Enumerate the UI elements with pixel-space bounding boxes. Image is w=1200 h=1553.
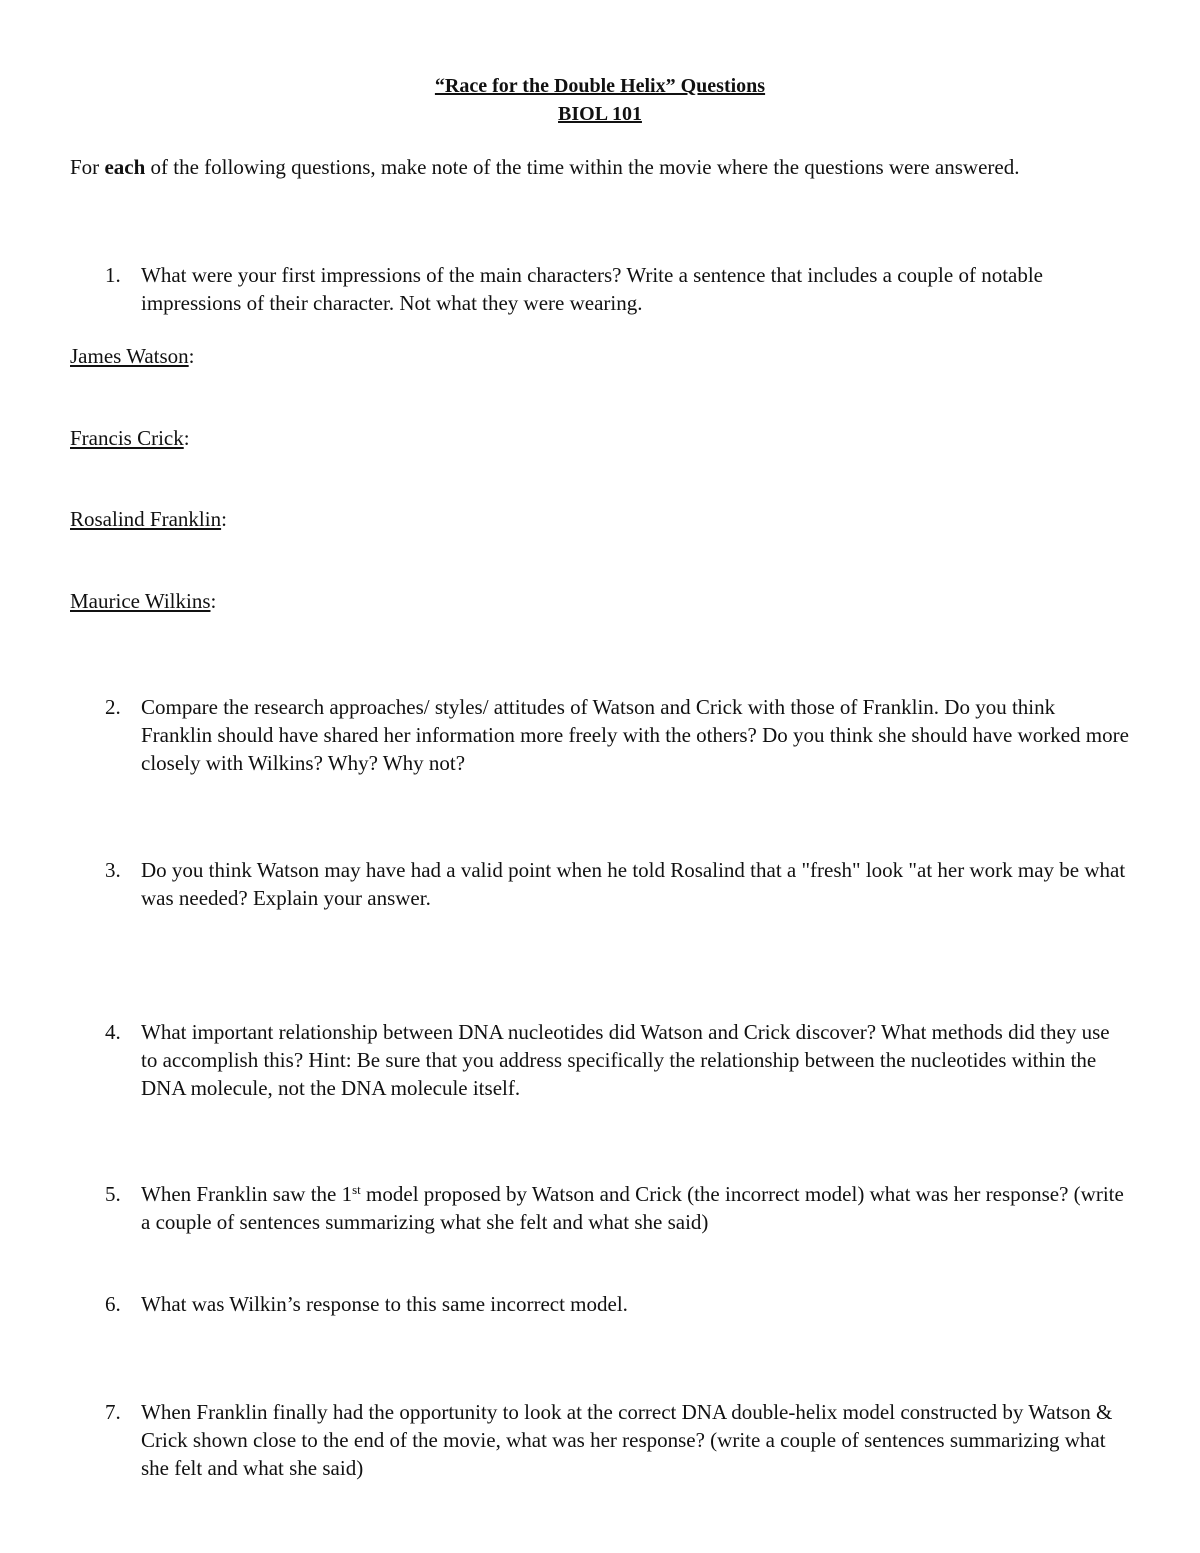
instructions: For each of the following questions, make note of the time within the movie where the questions were answered.: [70, 155, 1020, 179]
character-james-watson: James Watson:: [70, 344, 195, 368]
question-3: [70, 856, 1130, 912]
question-number: 2.: [105, 695, 121, 719]
question-number: 1.: [105, 263, 121, 287]
question-text: Do you think Watson may have had a valid point when he told Rosalind that a "fresh" look "at her work may be what was needed? Explain your answer.: [141, 858, 1126, 910]
course-code: BIOL 101: [558, 103, 642, 125]
question-7: [70, 1398, 1130, 1482]
question-text: What important relationship between DNA nucleotides did Watson and Crick discover? What methods did they use to accomplish this? Hint: Be sure that you address specifically the relationship between the nucleotides within the DNA molecule, not the DNA molecule itself.: [141, 1020, 1110, 1100]
emphasis-each: each: [104, 155, 146, 179]
document-header: [0, 72, 1200, 128]
character-rosalind-franklin: Rosalind Franklin:: [70, 507, 227, 531]
question-text: Compare the research approaches/ styles/ attitudes of Watson and Crick with those of Franklin. Do you think Franklin should have shared her information more freely with the others? Do you think she should have worked more closely with Wilkins? Why? Why not?: [141, 695, 1129, 775]
question-5: [70, 1180, 1130, 1236]
question-6: [70, 1290, 1130, 1318]
question-number: 4.: [105, 1020, 121, 1044]
question-text: What was Wilkin’s response to this same incorrect model.: [141, 1292, 628, 1316]
question-number: 3.: [105, 858, 121, 882]
question-4: [70, 1018, 1130, 1102]
question-number: 7.: [105, 1400, 121, 1424]
question-number: 5.: [105, 1182, 121, 1206]
document-title: “Race for the Double Helix” Questions: [434, 75, 766, 97]
question-text: What were your first impressions of the main characters? Write a sentence that includes a couple of notable impressions of their character. Not what they were wearing.: [141, 263, 1044, 315]
question-text: When Franklin finally had the opportunity to look at the correct DNA double-helix model constructed by Watson & Crick shown close to the end of the movie, what was her response? (write a couple of sentences summarizing what she felt and what she said): [141, 1400, 1113, 1480]
question-1: [70, 261, 1130, 317]
question-text: When Franklin saw the 1st model proposed by Watson and Crick (the incorrect model) what was her response? (write a couple of sentences summarizing what she felt and what she said): [141, 1182, 1124, 1234]
question-number: 6.: [105, 1292, 121, 1316]
character-francis-crick: Francis Crick:: [70, 426, 190, 450]
character-maurice-wilkins: Maurice Wilkins:: [70, 589, 217, 613]
question-2: [70, 693, 1130, 777]
